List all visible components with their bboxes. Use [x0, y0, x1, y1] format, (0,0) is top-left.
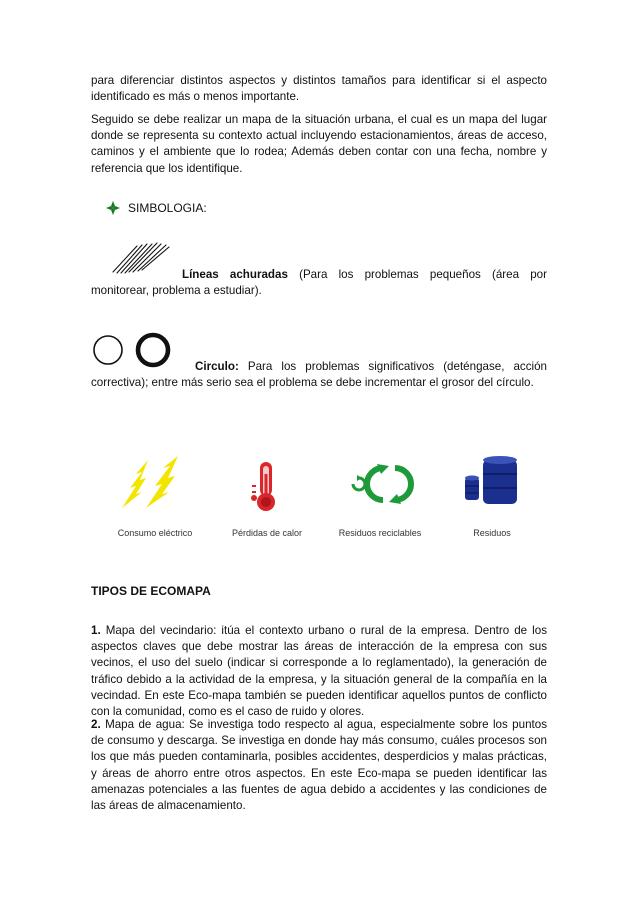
legend-item-reciclables [325, 450, 435, 550]
hatched-lines-description [91, 267, 547, 299]
legend-item-consumo [100, 450, 210, 550]
intro-paragraph-1: para diferenciar distintos aspectos y distintos tamaños para identificar si el aspecto identificado es más o menos importante. [91, 74, 547, 104]
circle-text: Para los problemas significativos (deténgase, acción correctiva); entre más serio sea el problema se debe incrementar el grosor del círculo. [91, 360, 547, 390]
hatched-lines-term: Líneas achuradas [182, 268, 288, 281]
barrels-icon [437, 450, 547, 520]
legend-label: Consumo eléctrico [117, 528, 193, 538]
item-number: 2. [91, 718, 101, 731]
lightning-icon [100, 450, 210, 520]
item-text: Mapa del vecindario: itúa el contexto urbano o rural de la empresa. Dentro de los aspectos claves que debe mostrar las áreas de interacción de la empresa con sus vecinos, el uso del suelo (indicar si corresponde a lo reglamentado), la generación de tráfico debido a la actividad de la empresa, y la situación general de la compañía en la vecindad. En este Eco-mapa también se pueden identificar aquellos puntos de conflicto con la comunidad, como es el caso de ruido y olores. [91, 624, 547, 719]
legend-label: Residuos [473, 528, 511, 538]
legend-label: Residuos reciclables [338, 528, 422, 538]
hatched-lines-text: (Para los problemas pequeños (área por monitorear, problema a estudiar). [91, 268, 547, 298]
intro-paragraph-2: Seguido se debe realizar un mapa de la situación urbana, el cual es un mapa del lugar donde se representa su contexto actual incluyendo estacionamientos, áreas de acceso, caminos y el ambiente que lo rodea; Además deben contar con una fecha, nombre y referencia que los identifique. [91, 113, 547, 175]
recycle-arrows-icon [325, 450, 435, 520]
legend-label: Pérdidas de calor [231, 528, 303, 538]
tipo-item-2 [91, 717, 547, 814]
item-number: 1. [91, 624, 101, 637]
tipo-item-1 [91, 623, 547, 720]
legend-item-calor [212, 450, 322, 550]
thermometer-icon [212, 450, 322, 520]
simbologia-label: SIMBOLOGIA: [128, 201, 207, 215]
legend-item-residuos [437, 450, 547, 550]
item-text: Mapa de agua: Se investiga todo respecto al agua, especialmente sobre los puntos de consumo y descarga. Se investiga en donde hay más consumo, cuáles procesos son los que más pueden contaminarla, posibles accidentes, desperdicios y malas prácticas, y áreas de ahorro entre otros aspectos. En este Eco-mapa se pueden identificar las amenazas potenciales a las fuentes de agua debido a accidentes y las condiciones de las áreas de almacenamiento. [91, 718, 547, 813]
legend-icons-row [100, 450, 540, 550]
simbologia-bullet [106, 201, 207, 215]
circle-description [91, 359, 547, 391]
circle-term: Circulo: [195, 360, 239, 373]
section-heading: TIPOS DE ECOMAPA [91, 584, 211, 598]
diamond-bullet-icon [106, 201, 120, 215]
